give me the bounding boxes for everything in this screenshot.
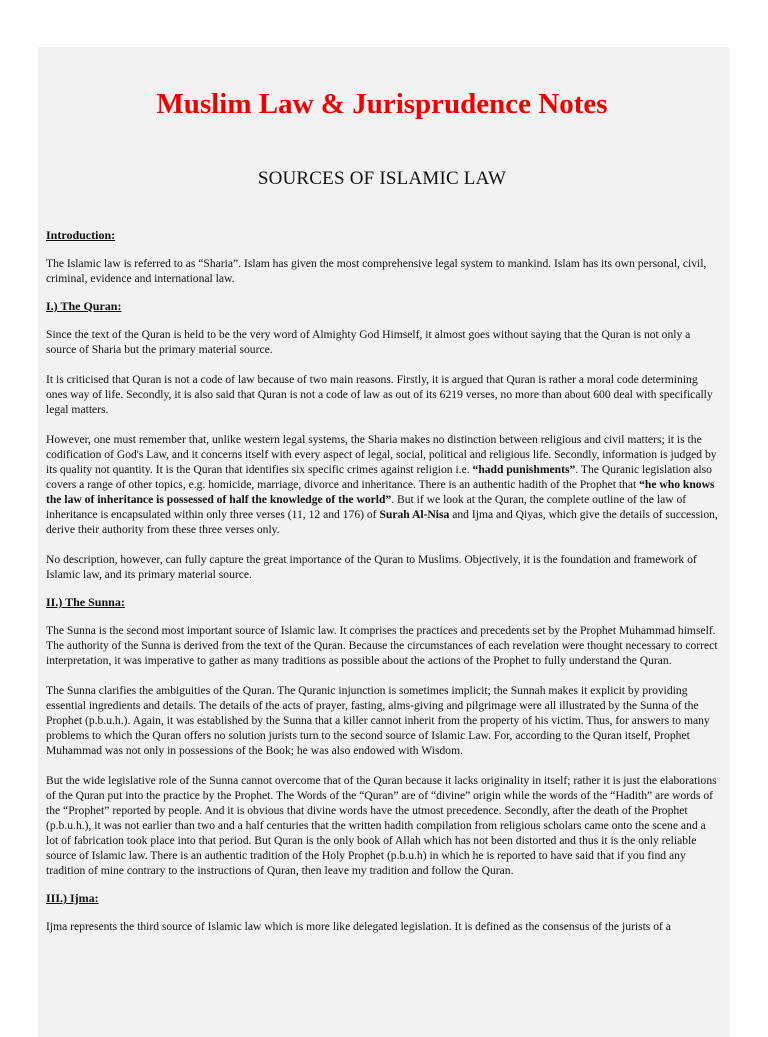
text-run: and Ijma and Qiyas, which give the details of succession, derive their authority from these three verses only. (46, 508, 718, 536)
paragraph: But the wide legislative role of the Sunna cannot overcome that of the Quran because it lacks originality in itself; rather it is just the elaborations of the Quran put into the practice by the Prophet. The Words of the “Quran” are of “divine” origin while the words of the “Hadith” are words of the “Prophet” reported by people. And it is obvious that divine words have the utmost precedence. Secondly, after the death of the Prophet (p.b.u.h.), it was not earlier than two and a half centuries that the written hadith compilation from religious scholars came onto the scene and a lot of fabrication took place into that period. But Quran is the only book of Allah which has not been distorted and thus it is the only reliable source of Islamic law. There is an authentic tradition of the Holy Prophet (p.b.u.h) in which he is reported to have said that if you find any tradition of mine contrary to the instructions of Quran, then leave my tradition and follow the Quran. (46, 774, 717, 877)
bold-quote: “he who knows the law of inheritance is possessed of half the knowledge of the world” (46, 478, 715, 506)
section-heading-quran: I.) The Quran: (46, 299, 122, 313)
paragraph: The Islamic law is referred to as “Sharia”. Islam has given the most comprehensive legal system to mankind. Islam has its own personal, civil, criminal, evidence and international law. (46, 257, 707, 285)
section-heading-ijma: III.) Ijma: (46, 891, 99, 905)
text-run: However, one must remember that, unlike western legal systems, the Sharia makes no distinction between religious and civil matters; it is the codification of God's Law, and it concerns itself with every aspect of legal, social, political and religious life. Secondly, information is judged by its quality not quantity. It is the Quran that identifies six specific crimes against religion i.e. (46, 433, 717, 476)
paragraph: Since the text of the Quran is held to be the very word of Almighty God Himself, it almost goes without saying that the Quran is not only a source of Sharia but the primary material source. (46, 328, 691, 356)
section-heading-introduction: Introduction: (46, 228, 116, 242)
paragraph: The Sunna is the second most important source of Islamic law. It comprises the practices and precedents set by the Prophet Muhammad himself. The authority of the Sunna is derived from the text of the Quran. Because the circumstances of each revelation were thought necessary to correct interpretation, it was imperative to gather as many traditions as possible about the actions of the Prophet to fully understand the Quran. (46, 624, 718, 667)
paragraph: No description, however, can fully capture the great importance of the Quran to Muslims. Objectively, it is the foundation and framework of Islamic law, and its primary material source. (46, 553, 697, 581)
section-heading-sunna: II.) The Sunna: (46, 595, 125, 609)
bold-text: Surah Al-Nisa (379, 508, 450, 521)
paragraph (46, 432, 718, 537)
paragraph: The Sunna clarifies the ambiguities of the Quran. The Quranic injunction is sometimes implicit; the Sunnah makes it explicit by providing essential ingredients and details. The details of the acts of prayer, fasting, alms-giving and pilgrimage were all illustrated by the Sunna of the Prophet (p.b.u.h.). Again, it was established by the Sunna that a killer cannot inherit from the property of his victim. Thus, for answers to many problems to which the Quran offers no solution jurists turn to the second source of Islamic Law. For, according to the Quran itself, Prophet Muhammad was not only in possessions of the Book; he was also endowed with Wisdom. (46, 684, 710, 757)
paragraph: Ijma represents the third source of Islamic law which is more like delegated legislation. It is defined as the consensus of the jurists of a (46, 920, 671, 933)
document-title: Muslim Law & Jurisprudence Notes (156, 88, 608, 120)
bold-text: “hadd punishments” (472, 463, 576, 476)
paragraph: It is criticised that Quran is not a code of law because of two main reasons. Firstly, it is argued that Quran is rather a moral code determining ones way of life. Secondly, it is also said that Quran is not a code of law as out of its 6219 verses, no more than about 600 deal with specifically legal matters. (46, 373, 713, 416)
text-run: . But if we look at the Quran, the complete outline of the law of inheritance is encapsulated within only three verses (11, 12 and 176) of (46, 493, 687, 521)
text-run: . The Quranic legislation also covers a range of other topics, e.g. homicide, marriage, divorce and inheritance. There is an authentic hadith of the Prophet that (46, 463, 712, 491)
document-page (38, 47, 729, 1037)
document-subtitle: SOURCES OF ISLAMIC LAW (257, 168, 507, 189)
document-content (46, 47, 718, 934)
